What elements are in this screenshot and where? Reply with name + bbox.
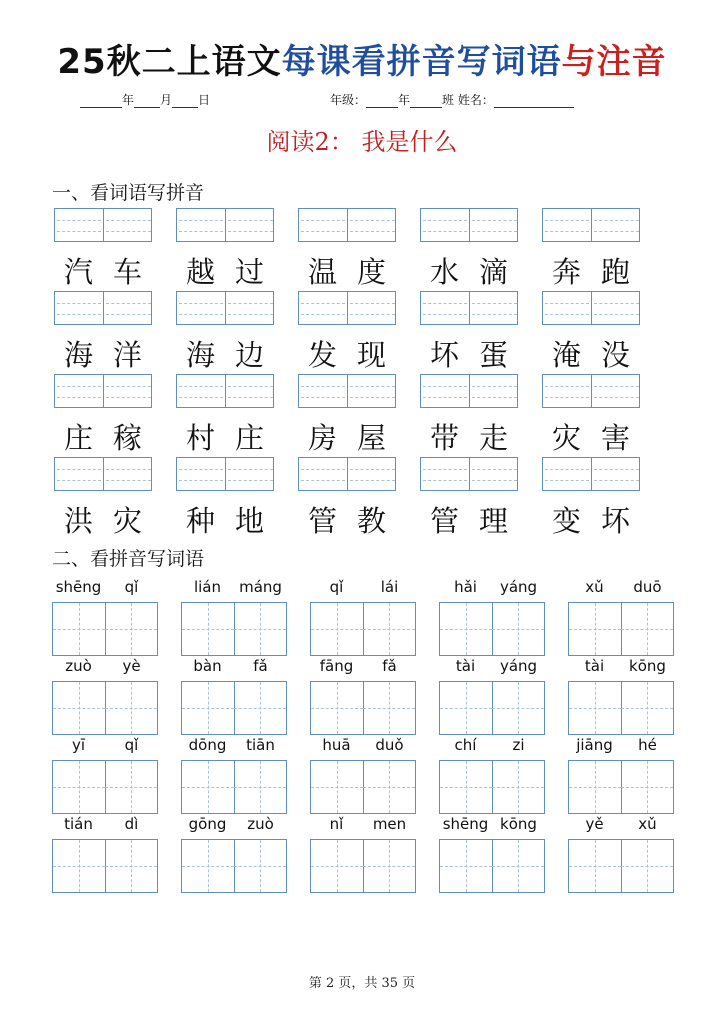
- pinyin-syllable: máng: [239, 578, 282, 596]
- pinyin-item: [439, 657, 545, 737]
- hanzi-char: 滴: [478, 255, 508, 289]
- writing-grid[interactable]: [439, 681, 545, 735]
- hanzi-char: 过: [234, 255, 264, 289]
- hanzi-char: 蛋: [478, 338, 508, 372]
- hanzi-char: 温: [307, 255, 337, 289]
- pinyin-answer-box[interactable]: [176, 291, 274, 325]
- hanzi-char: 走: [478, 421, 508, 455]
- hanzi-char: 没: [600, 338, 630, 372]
- hanzi-word: [298, 250, 396, 291]
- pinyin-item: [568, 657, 674, 737]
- pinyin-answer-box[interactable]: [420, 374, 518, 408]
- month-blank[interactable]: [134, 95, 160, 108]
- hanzi-word: [54, 333, 152, 374]
- pinyin-syllable: yè: [122, 657, 141, 675]
- pinyin-item: [568, 736, 674, 816]
- word-item: [542, 208, 642, 288]
- student-info-line: [330, 91, 574, 109]
- word-item: [54, 291, 154, 371]
- title-part-red: 与注音: [561, 42, 667, 82]
- pinyin-answer-box[interactable]: [420, 457, 518, 491]
- word-item: [176, 291, 276, 371]
- hanzi-char: 教: [356, 504, 386, 538]
- writing-grid[interactable]: [568, 681, 674, 735]
- pinyin-syllable: bàn: [193, 657, 222, 675]
- hanzi-char: 变: [551, 504, 581, 538]
- pinyin-item: [439, 815, 545, 895]
- hanzi-char: 奔: [551, 255, 581, 289]
- pinyin-item: [181, 736, 287, 816]
- hanzi-word: [298, 499, 396, 540]
- word-item: [54, 208, 154, 288]
- pinyin-answer-box[interactable]: [298, 208, 396, 242]
- hanzi-word: [54, 499, 152, 540]
- hanzi-char: 边: [234, 338, 264, 372]
- hanzi-char: 洪: [63, 504, 93, 538]
- pinyin-item: [310, 815, 416, 895]
- word-item: [542, 374, 642, 454]
- pinyin-syllable: zuò: [247, 815, 274, 833]
- hanzi-word: [542, 416, 640, 457]
- hanzi-word: [298, 333, 396, 374]
- hanzi-char: 跑: [600, 255, 630, 289]
- pinyin-answer-box[interactable]: [176, 374, 274, 408]
- writing-grid[interactable]: [439, 602, 545, 656]
- pinyin-answer-box[interactable]: [54, 457, 152, 491]
- pinyin-item: [181, 657, 287, 737]
- pinyin-answer-box[interactable]: [54, 374, 152, 408]
- pinyin-syllable: duǒ: [375, 736, 404, 754]
- pinyin-answer-box[interactable]: [54, 208, 152, 242]
- word-item: [420, 291, 520, 371]
- hanzi-char: 稼: [112, 421, 142, 455]
- hanzi-char: 灾: [112, 504, 142, 538]
- hanzi-word: [420, 250, 518, 291]
- hanzi-char: 洋: [112, 338, 142, 372]
- pinyin-answer-box[interactable]: [176, 457, 274, 491]
- section1-heading: 一、看词语写拼音: [52, 182, 205, 204]
- hanzi-word: [54, 416, 152, 457]
- pinyin-answer-box[interactable]: [54, 291, 152, 325]
- title-part-blue: 每课看拼音写词语: [281, 42, 562, 82]
- hanzi-char: 带: [429, 421, 459, 455]
- pinyin-syllable: shēng: [442, 815, 489, 833]
- hanzi-char: 越: [185, 255, 215, 289]
- hanzi-char: 汽: [63, 255, 93, 289]
- pinyin-syllable: kōng: [629, 657, 666, 675]
- pinyin-syllable: tiān: [246, 736, 275, 754]
- lesson-title: 阅读2： 我是什么: [266, 128, 458, 156]
- class-name-label: 班 姓名：: [442, 93, 494, 107]
- pinyin-syllable: gōng: [188, 815, 227, 833]
- hanzi-word: [420, 333, 518, 374]
- pinyin-syllable: fǎ: [382, 657, 397, 675]
- pinyin-syllable: yáng: [499, 578, 538, 596]
- hanzi-char: 地: [234, 504, 264, 538]
- page-title: [0, 34, 724, 83]
- hanzi-word: [176, 499, 274, 540]
- pinyin-answer-box[interactable]: [420, 208, 518, 242]
- hanzi-char: 庄: [63, 421, 93, 455]
- writing-grid[interactable]: [310, 839, 416, 893]
- pinyin-syllable: xǔ: [585, 578, 604, 596]
- writing-grid[interactable]: [52, 760, 158, 814]
- pinyin-syllable: lián: [193, 578, 222, 596]
- hanzi-char: 海: [185, 338, 215, 372]
- word-item: [176, 374, 276, 454]
- pinyin-syllable: yī: [71, 736, 86, 754]
- pinyin-answer-box[interactable]: [420, 291, 518, 325]
- pinyin-syllable: hǎi: [454, 578, 477, 596]
- pinyin-item: [310, 578, 416, 658]
- writing-grid[interactable]: [568, 602, 674, 656]
- word-item: [298, 291, 398, 371]
- word-item: [420, 208, 520, 288]
- year-blank[interactable]: [80, 95, 122, 108]
- word-item: [54, 457, 154, 537]
- word-item: [54, 374, 154, 454]
- hanzi-word: [176, 416, 274, 457]
- writing-grid[interactable]: [52, 681, 158, 735]
- section2-heading: 二、看拼音写词语: [52, 548, 205, 570]
- hanzi-char: 庄: [234, 421, 264, 455]
- writing-grid[interactable]: [310, 681, 416, 735]
- pinyin-item: [439, 736, 545, 816]
- pinyin-syllable: kōng: [500, 815, 537, 833]
- pinyin-answer-box[interactable]: [542, 374, 640, 408]
- name-blank[interactable]: [494, 95, 574, 108]
- pinyin-syllable: fāng: [319, 657, 354, 675]
- pinyin-item: [52, 815, 158, 895]
- pinyin-answer-box[interactable]: [176, 208, 274, 242]
- pinyin-item: [181, 578, 287, 658]
- word-item: [420, 374, 520, 454]
- word-item: [542, 291, 642, 371]
- pinyin-syllable: fǎ: [253, 657, 268, 675]
- writing-grid[interactable]: [52, 602, 158, 656]
- hanzi-char: 车: [112, 255, 142, 289]
- pinyin-item: [310, 736, 416, 816]
- hanzi-word: [420, 499, 518, 540]
- word-item: [176, 457, 276, 537]
- pinyin-answer-box[interactable]: [298, 291, 396, 325]
- hanzi-word: [54, 250, 152, 291]
- pinyin-answer-box[interactable]: [542, 457, 640, 491]
- word-item: [542, 457, 642, 537]
- writing-grid[interactable]: [439, 760, 545, 814]
- hanzi-char: 现: [356, 338, 386, 372]
- pinyin-syllable: shēng: [55, 578, 102, 596]
- hanzi-word: [420, 416, 518, 457]
- pinyin-syllable: yě: [585, 815, 604, 833]
- pinyin-item: [568, 815, 674, 895]
- writing-grid[interactable]: [310, 602, 416, 656]
- pinyin-syllable: jiāng: [576, 736, 613, 754]
- hanzi-char: 屋: [356, 421, 386, 455]
- pinyin-answer-box[interactable]: [542, 291, 640, 325]
- writing-grid[interactable]: [181, 760, 287, 814]
- word-item: [298, 374, 398, 454]
- pinyin-syllable: zuò: [65, 657, 92, 675]
- writing-grid[interactable]: [568, 760, 674, 814]
- pinyin-item: [310, 657, 416, 737]
- hanzi-char: 坏: [429, 338, 459, 372]
- pinyin-syllable: dì: [124, 815, 139, 833]
- writing-grid[interactable]: [181, 839, 287, 893]
- hanzi-char: 水: [429, 255, 459, 289]
- pinyin-item: [52, 578, 158, 658]
- month-label: 月: [160, 93, 173, 107]
- hanzi-char: 管: [429, 504, 459, 538]
- date-line: [80, 91, 210, 109]
- hanzi-char: 理: [478, 504, 508, 538]
- day-label: 日: [198, 93, 211, 107]
- writing-grid[interactable]: [181, 602, 287, 656]
- hanzi-char: 村: [185, 421, 215, 455]
- pinyin-syllable: xǔ: [638, 815, 657, 833]
- hanzi-char: 海: [63, 338, 93, 372]
- pinyin-answer-box[interactable]: [298, 374, 396, 408]
- pinyin-item: [439, 578, 545, 658]
- hanzi-word: [298, 416, 396, 457]
- pinyin-syllable: qǐ: [124, 578, 139, 596]
- pinyin-answer-box[interactable]: [298, 457, 396, 491]
- pinyin-syllable: tián: [64, 815, 93, 833]
- day-blank[interactable]: [172, 95, 198, 108]
- hanzi-char: 淹: [551, 338, 581, 372]
- pinyin-syllable: hé: [638, 736, 657, 754]
- hanzi-char: 管: [307, 504, 337, 538]
- word-item: [298, 208, 398, 288]
- hanzi-char: 坏: [600, 504, 630, 538]
- page-footer: 第 2 页，共 35 页: [308, 976, 416, 991]
- pinyin-syllable: chí: [454, 736, 477, 754]
- title-part-black: 25秋二上语文: [57, 42, 282, 82]
- pinyin-item: [568, 578, 674, 658]
- pinyin-syllable: qǐ: [329, 578, 344, 596]
- pinyin-syllable: men: [372, 815, 407, 833]
- pinyin-syllable: tài: [455, 657, 476, 675]
- year-label: 年: [122, 93, 135, 107]
- hanzi-word: [542, 499, 640, 540]
- pinyin-syllable: lái: [380, 578, 399, 596]
- writing-grid[interactable]: [568, 839, 674, 893]
- pinyin-item: [52, 736, 158, 816]
- writing-grid[interactable]: [52, 839, 158, 893]
- word-item: [176, 208, 276, 288]
- writing-grid[interactable]: [439, 839, 545, 893]
- hanzi-word: [542, 333, 640, 374]
- hanzi-char: 灾: [551, 421, 581, 455]
- writing-grid[interactable]: [181, 681, 287, 735]
- hanzi-char: 房: [307, 421, 337, 455]
- grade-year-label: 年: [398, 93, 411, 107]
- pinyin-syllable: huā: [322, 736, 351, 754]
- pinyin-answer-box[interactable]: [542, 208, 640, 242]
- pinyin-item: [52, 657, 158, 737]
- hanzi-char: 种: [185, 504, 215, 538]
- word-item: [298, 457, 398, 537]
- writing-grid[interactable]: [310, 760, 416, 814]
- hanzi-char: 度: [356, 255, 386, 289]
- pinyin-item: [181, 815, 287, 895]
- hanzi-word: [176, 333, 274, 374]
- hanzi-char: 害: [600, 421, 630, 455]
- pinyin-syllable: yáng: [499, 657, 538, 675]
- pinyin-syllable: qǐ: [124, 736, 139, 754]
- hanzi-word: [542, 250, 640, 291]
- grade-label: 年级：: [330, 93, 367, 107]
- pinyin-syllable: dōng: [188, 736, 227, 754]
- hanzi-char: 发: [307, 338, 337, 372]
- class-blank[interactable]: [410, 95, 442, 108]
- hanzi-word: [176, 250, 274, 291]
- pinyin-syllable: zi: [512, 736, 525, 754]
- word-item: [420, 457, 520, 537]
- pinyin-syllable: tài: [584, 657, 605, 675]
- grade-blank[interactable]: [366, 95, 398, 108]
- pinyin-syllable: duō: [633, 578, 662, 596]
- pinyin-syllable: nǐ: [329, 815, 344, 833]
